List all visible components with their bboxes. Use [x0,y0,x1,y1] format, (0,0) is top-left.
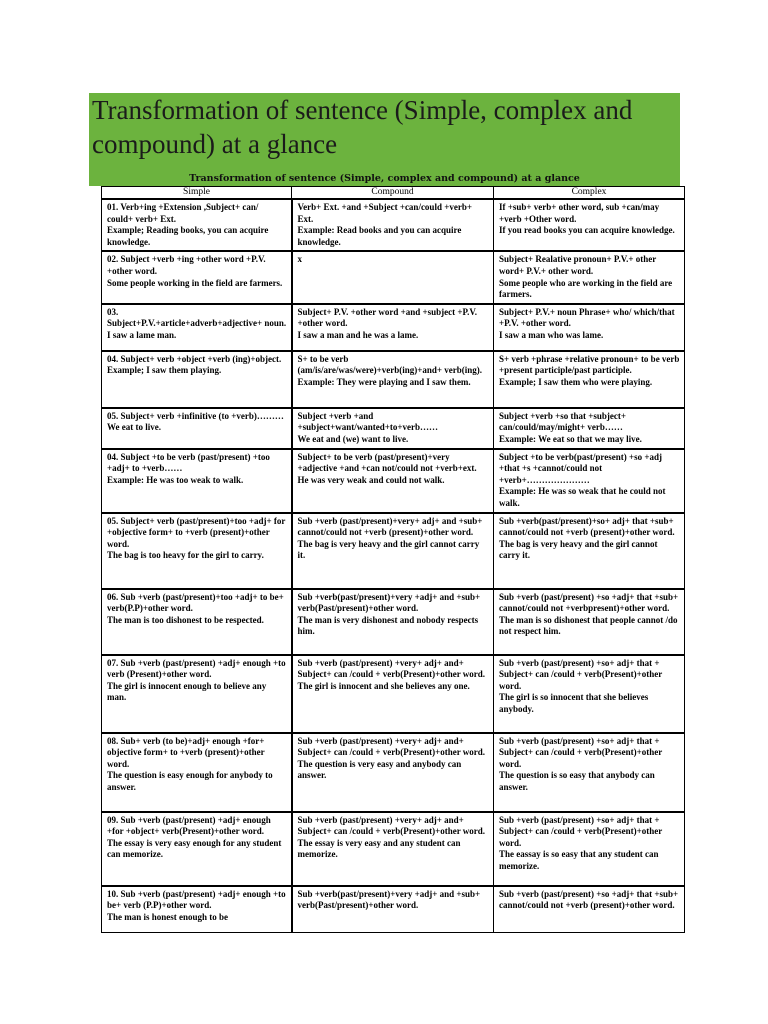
table-row [102,199,685,251]
table-caption: Transformation of sentence (Simple, complex and compound) at a glance [189,173,580,184]
table-row [102,513,685,589]
cell-simple: 10. Sub +verb (past/present) +adj+ enough +to be+ verb (P.P)+other word. The man is honest enough to be [102,886,292,933]
cell-compound: Subject+ P.V. +other word +and +subject +P.V. +other word. I saw a man and he was a lame. [292,304,494,351]
cell-complex: Sub +verb (past/present) +so+ adj+ that + Subject+ can /could + verb(Present)+other word. The question is so easy that anybody can answer. [494,733,685,812]
table-header-row [102,187,685,200]
table-row [102,351,685,408]
cell-compound: Sub +verb (past/present) +very+ adj+ and+ Subject+ can /could + verb(Present)+other word. The essay is very easy and any student can memorize. [292,812,494,886]
column-header-simple: Simple [102,187,292,200]
column-header-complex: Complex [494,187,685,200]
table-row [102,733,685,812]
cell-simple: 09. Sub +verb (past/present) +adj+ enough +for +object+ verb(Present)+other word. The essay is very easy enough for any student can memorize. [102,812,292,886]
cell-complex: If +sub+ verb+ other word, sub +can/may +verb +Other word. If you read books you can acquire knowledge. [494,199,685,251]
cell-complex: Subject+ Realative pronoun+ P.V.+ other word+ P.V.+ other word. Some people who are working in the field are farmers. [494,251,685,303]
cell-complex: S+ verb +phrase +relative pronoun+ to be verb +present participle/past participle. Example; I saw them who were playing. [494,351,685,408]
cell-compound: Subject +verb +and +subject+want/wanted+to+verb…… We eat and (we) want to live. [292,408,494,449]
cell-complex: Sub +verb (past/present) +so+ adj+ that + Subject+ can /could + verb(Present)+other word. The eassay is so easy that any student can memorize. [494,812,685,886]
cell-simple: 01. Verb+ing +Extension ,Subject+ can/ could+ verb+ Ext. Example; Reading books, you can acquire knowledge. [102,199,292,251]
cell-simple: 04. Subject +to be verb (past/present) +too +adj+ to +verb…… Example: He was too weak to walk. [102,449,292,513]
cell-simple: 05. Subject+ verb (past/present)+too +adj+ for +objective form+ to +verb (present)+other word. The bag is too heavy for the girl to carry. [102,513,292,589]
cell-compound: Sub +verb (past/present)+very+ adj+ and +sub+ cannot/could not +verb (present)+other word. The bag is very heavy and the girl cannot carry it. [292,513,494,589]
cell-complex: Subject +verb +so that +subject+ can/could/may/might+ verb…… Example: We eat so that we may live. [494,408,685,449]
cell-simple: 03. Subject+P.V.+article+adverb+adjective+ noun. I saw a lame man. [102,304,292,351]
cell-complex: Sub +verb (past/present) +so +adj+ that +sub+ cannot/could not +verb (present)+other word. [494,886,685,933]
cell-compound: Sub +verb(past/present)+very +adj+ and +sub+ verb(Past/present)+other word. The man is very dishonest and nobody respects him. [292,589,494,655]
cell-compound: Subject+ to be verb (past/present)+very +adjective +and +can not/could not +verb+ext. He was very weak and could not walk. [292,449,494,513]
table-row [102,251,685,303]
cell-complex: Subject+ P.V.+ noun Phrase+ who/ which/that +P.V. +other word. I saw a man who was lame. [494,304,685,351]
cell-compound: S+ to be verb (am/is/are/was/were)+verb(ing)+and+ verb(ing). Example: They were playing and I saw them. [292,351,494,408]
cell-simple: 05. Subject+ verb +infinitive (to +verb)……… We eat to live. [102,408,292,449]
table-row [102,449,685,513]
cell-compound: x [292,251,494,303]
cell-simple: 02. Subject +verb +ing +other word +P.V. +other word. Some people working in the field are farmers. [102,251,292,303]
cell-compound: Sub +verb (past/present) +very+ adj+ and+ Subject+ can /could + verb(Present)+other word. The girl is innocent and she believes any one. [292,655,494,733]
table-row [102,304,685,351]
cell-complex: Sub +verb(past/present)+so+ adj+ that +sub+ cannot/could not +verb (present)+other word. The bag is very heavy and the girl cannot carry it. [494,513,685,589]
document-title: Transformation of sentence (Simple, complex and compound) at a glance [92,95,633,159]
cell-simple: 04. Subject+ verb +object +verb (ing)+object. Example; I saw them playing. [102,351,292,408]
table-row [102,408,685,449]
cell-simple: 06. Sub +verb (past/present)+too +adj+ to be+ verb(P.P)+other word. The man is too dishonest to be respected. [102,589,292,655]
table-row [102,812,685,886]
cell-simple: 07. Sub +verb (past/present) +adj+ enough +to verb (Present)+other word. The girl is innocent enough to believe any man. [102,655,292,733]
table-row [102,886,685,933]
cell-complex: Subject +to be verb(past/present) +so +adj +that +s +cannot/could not +verb+………………… Example: He was so weak that he could not walk. [494,449,685,513]
cell-compound: Verb+ Ext. +and +Subject +can/could +verb+ Ext. Example: Read books and you can acquire knowledge. [292,199,494,251]
cell-complex: Sub +verb (past/present) +so+ adj+ that + Subject+ can /could + verb(Present)+other word. The girl is so innocent that she believes anybody. [494,655,685,733]
table-row [102,655,685,733]
cell-simple: 08. Sub+ verb (to be)+adj+ enough +for+ objective form+ to +verb (present)+other word. The question is easy enough for anybody to answer. [102,733,292,812]
column-header-compound: Compound [292,187,494,200]
cell-complex: Sub +verb (past/present) +so +adj+ that +sub+ cannot/could not +verbpresent)+other word. The man is so dishonest that people cannot /do not respect him. [494,589,685,655]
cell-compound: Sub +verb (past/present) +very+ adj+ and+ Subject+ can /could + verb(Present)+other word. The question is very easy and anybody can answer. [292,733,494,812]
table-row [102,589,685,655]
transformation-table [101,186,685,933]
cell-compound: Sub +verb(past/present)+very +adj+ and +sub+ verb(Past/present)+other word. [292,886,494,933]
